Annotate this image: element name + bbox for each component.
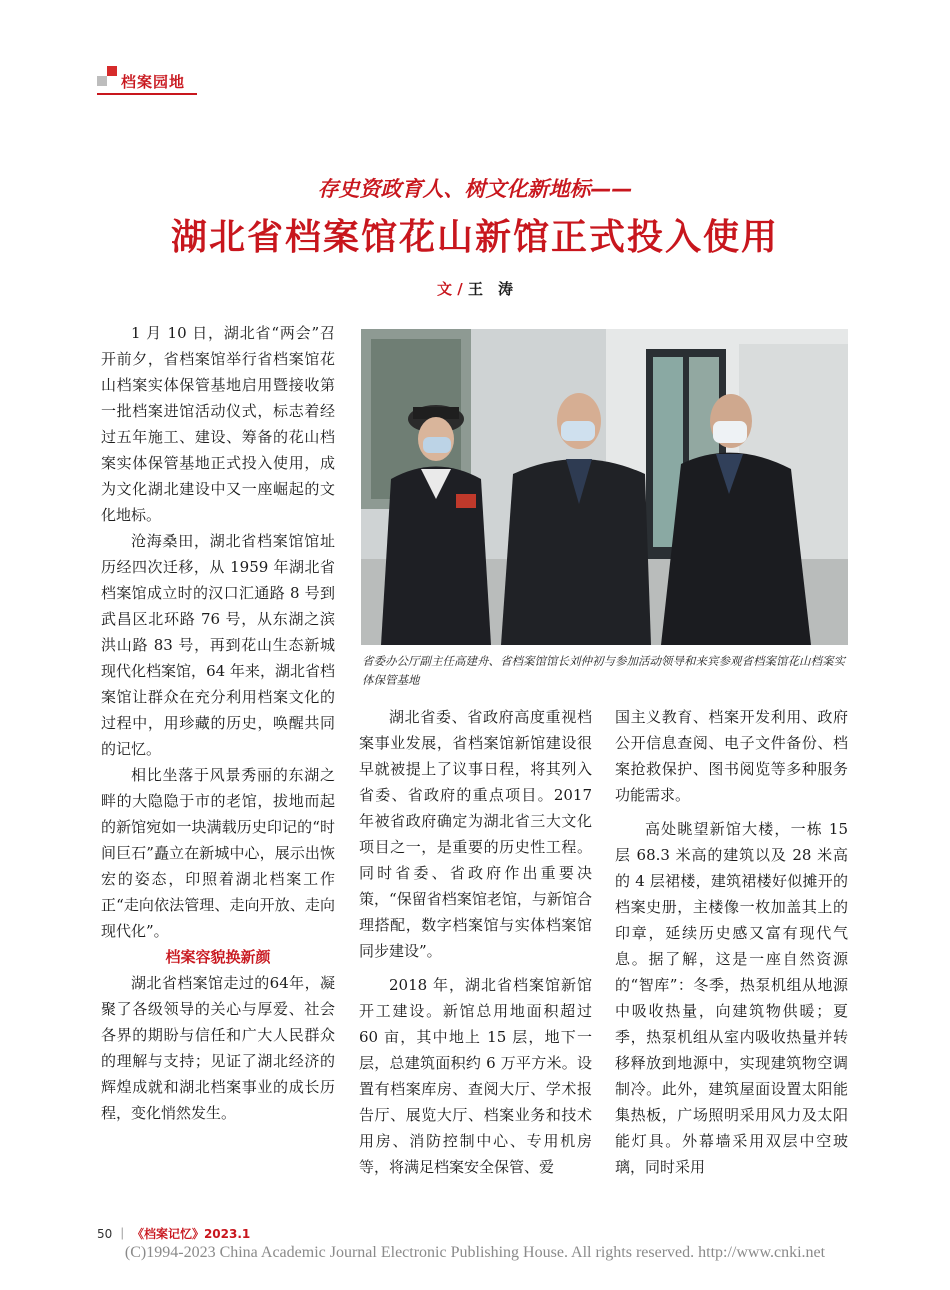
section-tag [97, 66, 197, 96]
article-title: 湖北省档案馆花山新馆正式投入使用 [170, 217, 779, 258]
photo-illustration [361, 329, 848, 645]
column-2 [359, 704, 592, 1180]
section-subheading: 档案容貌换新颜 [165, 948, 271, 966]
paragraph: 湖北省委、省政府高度重视档案事业发展，省档案馆新馆建设很早就被提上了议事日程，将其列入省委、省政府的重点项目。2017 年被省政府确定为湖北省三大文化项目之一，是重要的历史性工程。同时省委、省政府作出重要决策，“保留省档案馆老馆，与新馆合理搭配，数字档案馆与实体档案馆同步建设”。 [359, 708, 592, 960]
paragraph: 高处眺望新馆大楼，一栋 15 层 68.3 米高的建筑以及 28 米高的 4 层裙楼，建筑裙楼好似摊开的档案史册，主楼像一枚加盖其上的印章，延续历史感又富有现代气息。据了解，这是一座自然资源的“智库”：冬季，热泵机组从地源中吸收热量，向建筑物供暖；夏季，热泵机组从室内吸收热量并转移释放到地源中，实现建筑物空调制冷。此外，建筑屋面设置太阳能集热板，广场照明采用风力及太阳能灯具。外幕墙采用双层中空玻璃，同时采用 [615, 820, 848, 1176]
paragraph: 相比坐落于风景秀丽的东湖之畔的大隐隐于市的老馆，拔地而起的新馆宛如一块满载历史印记的“时间巨石”矗立在新城中心，展示出恢宏的姿态，印照着湖北档案工作正“走向依法管理、走向开放、走向现代化”。 [101, 766, 335, 940]
journal-reference: 《档案记忆》2023.1 [131, 1227, 251, 1241]
paragraph: 国主义教育、档案开发利用、政府公开信息查阅、电子文件备份、档案抢救保护、图书阅览等多种服务功能需求。 [615, 708, 848, 804]
section-tag-square-gray [97, 76, 107, 86]
column-1 [101, 320, 335, 1126]
article-photo [361, 329, 848, 645]
section-tag-square-red [107, 66, 117, 76]
page-number: 50 [97, 1227, 113, 1241]
column-3 [615, 704, 848, 1180]
photo-caption: 省委办公厅副主任高建舟、省档案馆馆长刘仲初与参加活动领导和来宾参观省档案馆花山档案实体保管基地 [362, 654, 845, 687]
paragraph: 湖北省档案馆走过的64年，凝聚了各级领导的关心与厚爱、社会各界的期盼与信任和广大人民群众的理解与支持；见证了湖北经济的辉煌成就和湖北档案事业的成长历程，变化悄然发生。 [101, 974, 335, 1122]
section-underline [97, 93, 197, 95]
article-subtitle: 存史资政育人、树文化新地标—— [317, 177, 633, 201]
section-label: 档案园地 [121, 73, 186, 91]
copyright-notice: (C)1994-2023 China Academic Journal Electronic Publishing House. All rights reserved. http://www.cnki.net [124, 1244, 826, 1261]
footer-separator: ｜ [116, 1227, 129, 1241]
byline [0, 278, 950, 299]
paragraph: 1 月 10 日，湖北省“两会”召开前夕，省档案馆举行省档案馆花山档案实体保管基地启用暨接收第一批档案进馆活动仪式，标志着经过五年施工、建设、筹备的花山档案实体保管基地正式投入使用，成为文化湖北建设中又一座崛起的文化地标。 [101, 324, 335, 524]
paragraph: 2018 年，湖北省档案馆新馆开工建设。新馆总用地面积超过 60 亩，其中地上 15 层，地下一层，总建筑面积约 6 万平方米。设置有档案库房、查阅大厅、学术报告厅、展览大厅、档案业务和技术用房、消防控制中心、专用机房等，将满足档案安全保管、爱 [359, 976, 592, 1176]
paragraph: 沧海桑田，湖北省档案馆馆址历经四次迁移，从 1959 年湖北省档案馆成立时的汉口汇通路 8 号到武昌区北环路 76 号，从东湖之滨洪山路 83 号，再到花山生态新城现代化档案馆，64 年来，湖北省档案馆让群众在充分利用档案文化的过程中，用珍藏的历史，唤醒共同的记忆。 [101, 532, 335, 758]
page-footer [97, 1225, 250, 1242]
author-name: 王 涛 [467, 280, 513, 298]
byline-prefix: 文 / [437, 280, 463, 298]
